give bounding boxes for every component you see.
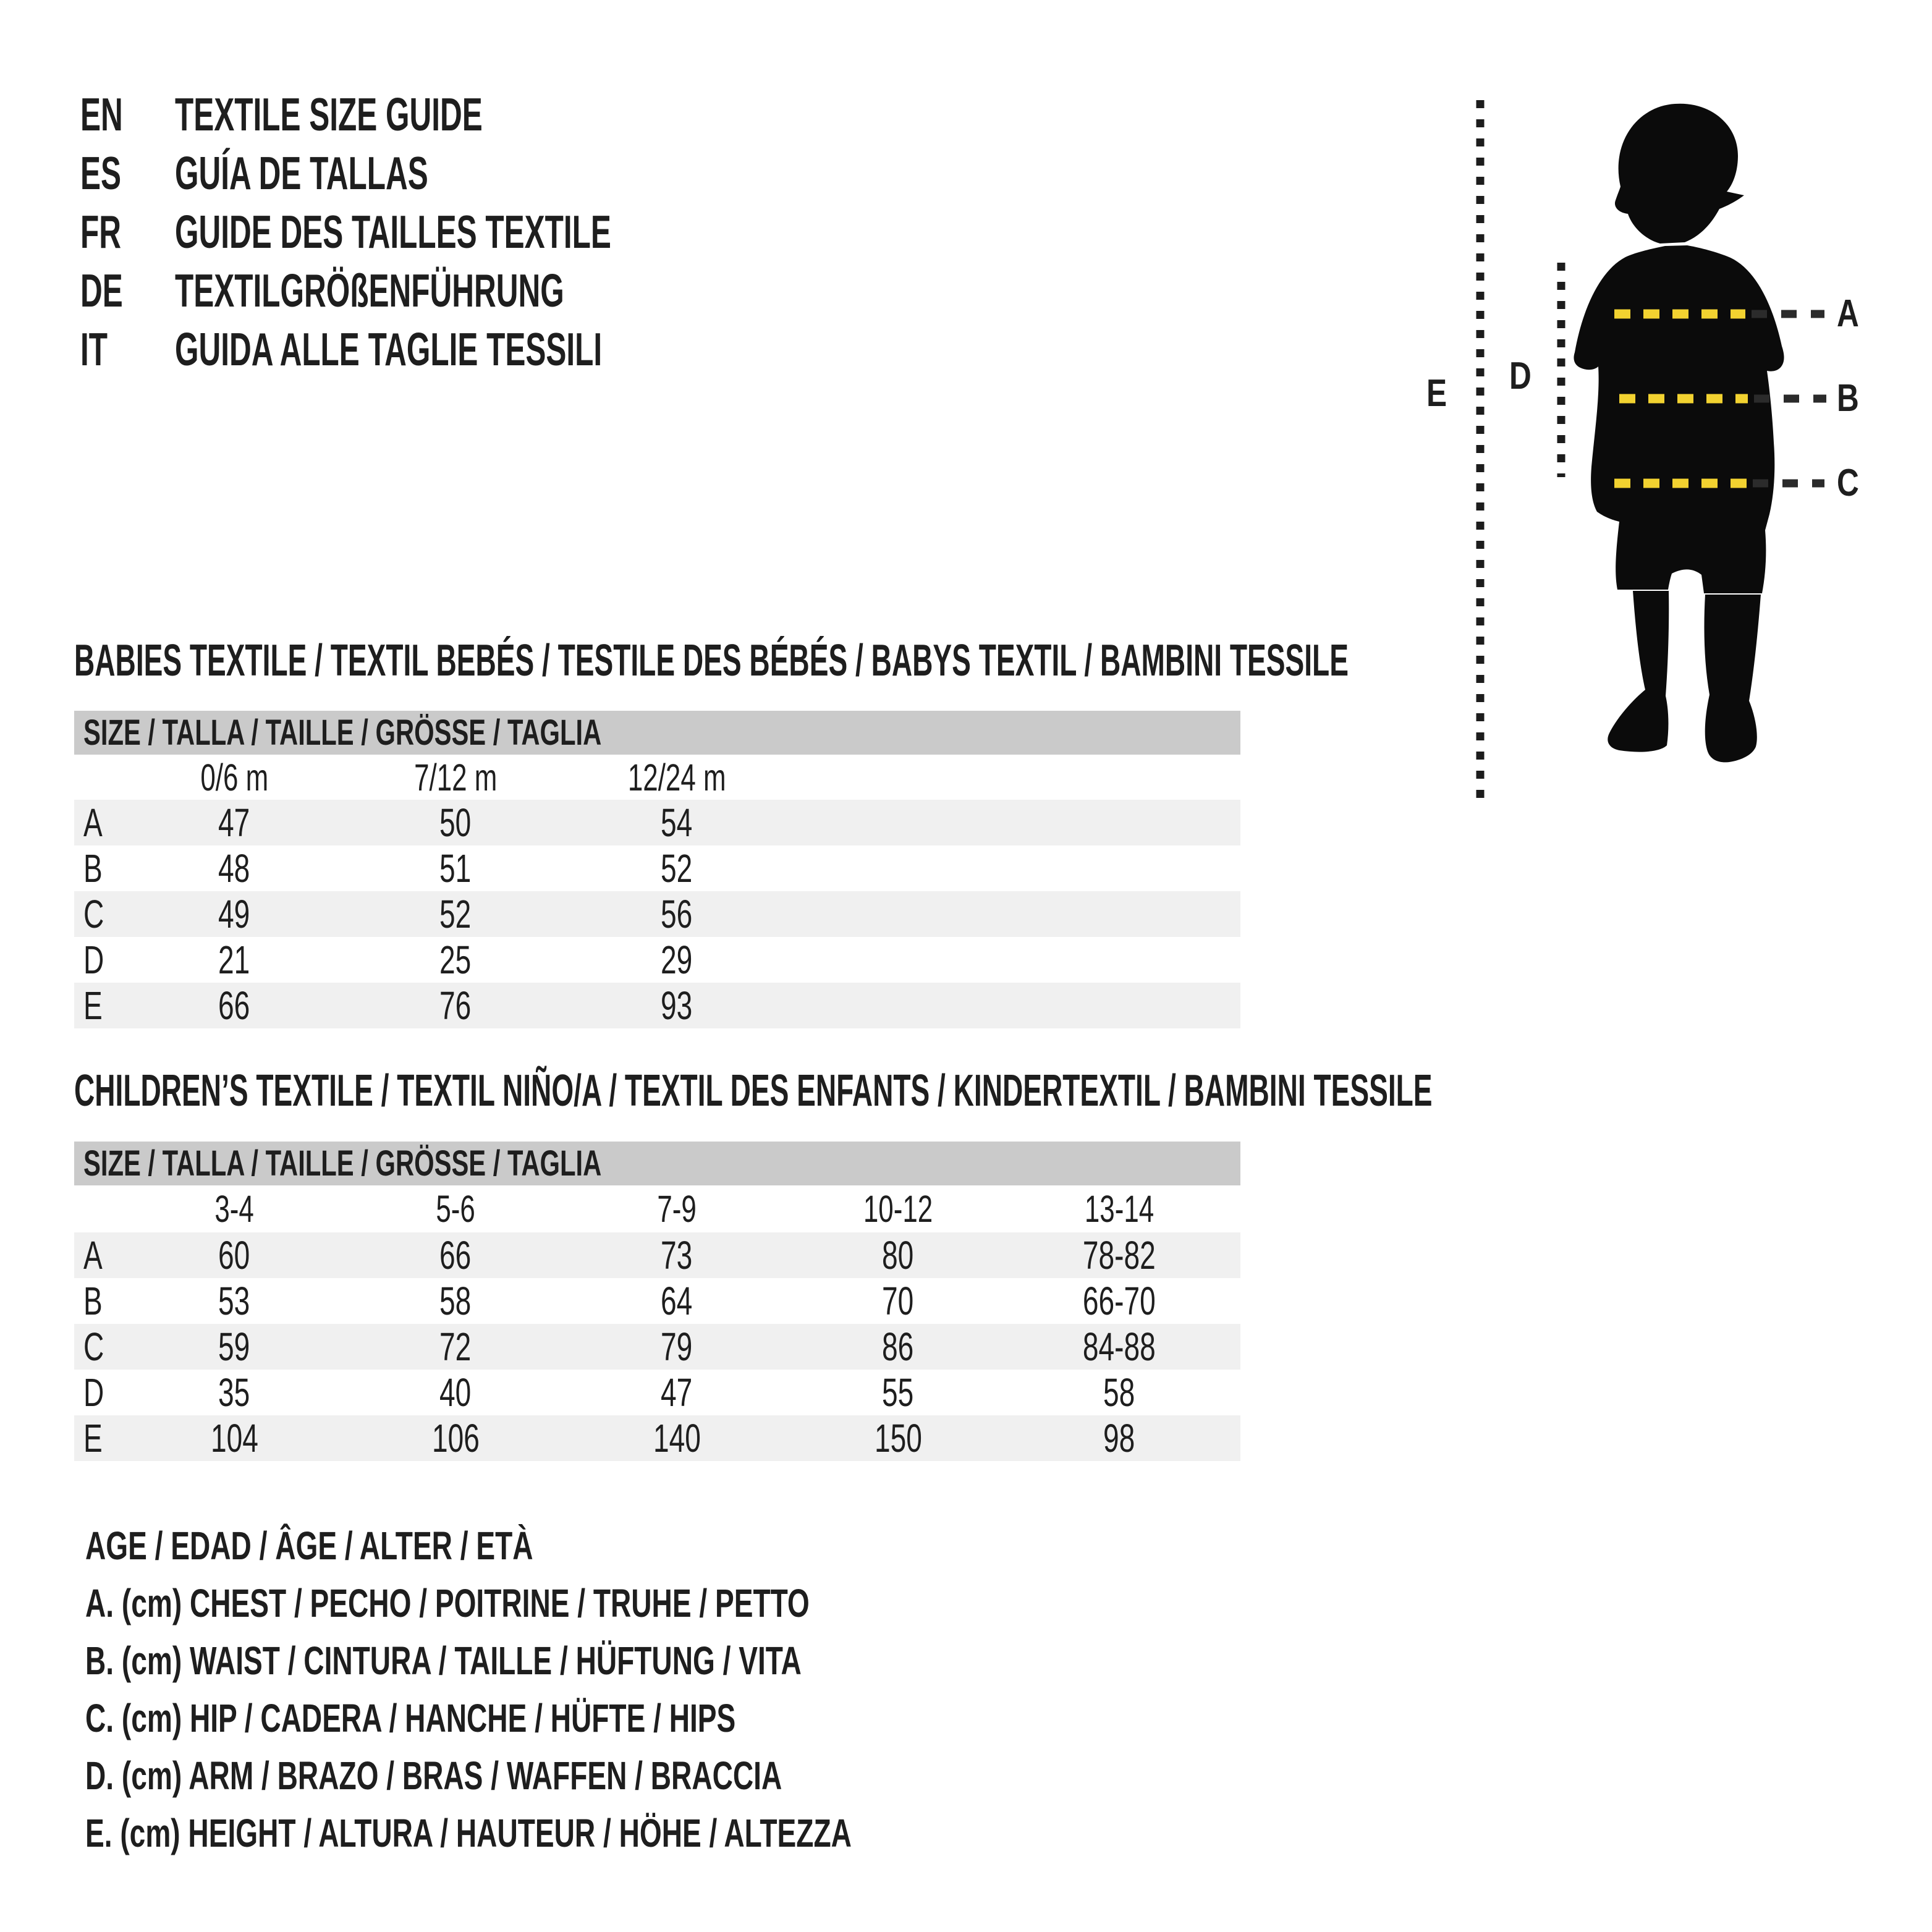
size-header-bar: SIZE / TALLA / TAILLE / GRÖSSE / TAGLIA xyxy=(74,1142,1240,1185)
table-cell: 66 xyxy=(218,983,250,1028)
marker-label-hip: C xyxy=(1837,462,1859,504)
table-cell: 66 xyxy=(439,1233,472,1277)
language-row xyxy=(80,147,559,199)
table-cell: 84-88 xyxy=(1083,1324,1156,1369)
marker-label-chest: A xyxy=(1837,292,1859,335)
row-label: D xyxy=(83,1370,104,1415)
children-table-title: CHILDREN’S TEXTILE / TEXTIL NIÑO/A / TEXTIL DES ENFANTS / KINDERTEXTIL / BAMBINI TESSILE xyxy=(74,1066,1433,1116)
language-label: TEXTILGRÖßENFÜHRUNG xyxy=(175,265,564,316)
language-code: FR xyxy=(80,206,121,258)
table-cell: 76 xyxy=(439,983,472,1028)
table-row xyxy=(74,983,1240,1028)
table-row xyxy=(74,891,1240,937)
table-cell: 49 xyxy=(218,892,250,936)
table-row xyxy=(74,1370,1240,1415)
language-label: GUÍA DE TALLAS xyxy=(175,147,428,199)
language-row xyxy=(80,265,765,316)
row-label: C xyxy=(83,892,104,936)
legend-line: C. (cm) HIP / CADERA / HANCHE / HÜFTE / HIPS xyxy=(85,1696,736,1740)
babies-table-title: BABIES TEXTILE / TEXTIL BEBÉS / TESTILE DES BÉBÉS / BABYS TEXTIL / BAMBINI TESSILE xyxy=(74,636,1349,685)
language-label: GUIDE DES TAILLES TEXTILE xyxy=(175,206,611,258)
row-label: A xyxy=(83,1233,103,1277)
table-cell: 73 xyxy=(661,1233,693,1277)
size-header-bar: SIZE / TALLA / TAILLE / GRÖSSE / TAGLIA xyxy=(74,711,1240,755)
table-cell: 48 xyxy=(218,846,250,891)
children-size-table xyxy=(74,1142,1240,1461)
table-cell: 55 xyxy=(882,1370,914,1415)
table-cell: 64 xyxy=(661,1279,693,1323)
column-header-row xyxy=(74,755,1240,800)
language-code: IT xyxy=(80,323,108,375)
table-cell: 70 xyxy=(882,1279,914,1323)
table-row xyxy=(74,1415,1240,1461)
table-cell: 54 xyxy=(661,800,693,845)
column-header: 10-12 xyxy=(863,1188,933,1230)
language-row xyxy=(80,206,836,258)
table-row xyxy=(74,1232,1240,1278)
table-row xyxy=(74,800,1240,845)
table-cell: 86 xyxy=(882,1324,914,1369)
legend-line: B. (cm) WAIST / CINTURA / TAILLE / HÜFTUNG / VITA xyxy=(85,1638,802,1683)
table-row xyxy=(74,1278,1240,1324)
table-cell: 40 xyxy=(439,1370,472,1415)
table-cell: 78-82 xyxy=(1083,1233,1156,1277)
silhouette-body xyxy=(1574,245,1784,593)
language-code: EN xyxy=(80,88,123,140)
language-code: ES xyxy=(80,147,122,199)
silhouette-head xyxy=(1615,104,1744,244)
marker-label-arm: D xyxy=(1509,355,1532,397)
row-label: C xyxy=(83,1324,104,1369)
table-cell: 104 xyxy=(210,1416,258,1460)
column-header: 7/12 m xyxy=(413,756,498,799)
legend-line: AGE / EDAD / ÂGE / ALTER / ETÀ xyxy=(85,1523,533,1568)
language-row xyxy=(80,88,641,140)
language-label: TEXTILE SIZE GUIDE xyxy=(175,88,483,140)
column-header: 13-14 xyxy=(1084,1188,1155,1230)
language-code: DE xyxy=(80,265,123,316)
table-cell: 56 xyxy=(661,892,693,936)
table-cell: 58 xyxy=(1103,1370,1135,1415)
table-cell: 98 xyxy=(1103,1416,1135,1460)
marker-label-height: E xyxy=(1426,372,1447,415)
table-cell: 25 xyxy=(439,938,472,982)
table-cell: 79 xyxy=(661,1324,693,1369)
table-cell: 50 xyxy=(439,800,472,845)
table-cell: 60 xyxy=(218,1233,250,1277)
marker-label-waist: B xyxy=(1837,377,1859,420)
legend-line: E. (cm) HEIGHT / ALTURA / HAUTEUR / HÖHE / ALTEZZA xyxy=(85,1811,852,1855)
table-cell: 106 xyxy=(431,1416,480,1460)
babies-size-table xyxy=(74,711,1240,1028)
table-cell: 47 xyxy=(661,1370,693,1415)
table-cell: 52 xyxy=(439,892,472,936)
table-cell: 59 xyxy=(218,1324,250,1369)
table-cell: 21 xyxy=(218,938,250,982)
table-cell: 51 xyxy=(439,846,472,891)
table-cell: 52 xyxy=(661,846,693,891)
table-cell: 150 xyxy=(874,1416,922,1460)
legend-line: A. (cm) CHEST / PECHO / POITRINE / TRUHE / PETTO xyxy=(85,1581,810,1625)
child-silhouette-diagram xyxy=(1421,62,1932,816)
table-row xyxy=(74,937,1240,983)
table-cell: 140 xyxy=(653,1416,701,1460)
table-cell: 29 xyxy=(661,938,693,982)
row-label: B xyxy=(83,1279,103,1323)
table-cell: 72 xyxy=(439,1324,472,1369)
table-cell: 35 xyxy=(218,1370,250,1415)
row-label: E xyxy=(83,983,103,1028)
column-header: 3-4 xyxy=(214,1188,254,1230)
row-label: A xyxy=(83,800,103,845)
table-row xyxy=(74,1324,1240,1370)
legend-line: D. (cm) ARM / BRAZO / BRAS / WAFFEN / BRACCIA xyxy=(85,1753,782,1798)
column-header-row xyxy=(74,1186,1240,1232)
table-cell: 80 xyxy=(882,1233,914,1277)
table-row xyxy=(74,845,1240,891)
language-row xyxy=(80,323,822,375)
column-header: 0/6 m xyxy=(200,756,268,799)
column-header: 12/24 m xyxy=(627,756,726,799)
language-label: GUIDA ALLE TAGLIE TESSILI xyxy=(175,323,603,375)
row-label: D xyxy=(83,938,104,982)
column-header: 7-9 xyxy=(657,1188,697,1230)
table-cell: 93 xyxy=(661,983,693,1028)
table-cell: 58 xyxy=(439,1279,472,1323)
table-cell: 66-70 xyxy=(1083,1279,1156,1323)
table-cell: 47 xyxy=(218,800,250,845)
row-label: B xyxy=(83,846,103,891)
column-header: 5-6 xyxy=(436,1188,475,1230)
row-label: E xyxy=(83,1416,103,1460)
table-cell: 53 xyxy=(218,1279,250,1323)
